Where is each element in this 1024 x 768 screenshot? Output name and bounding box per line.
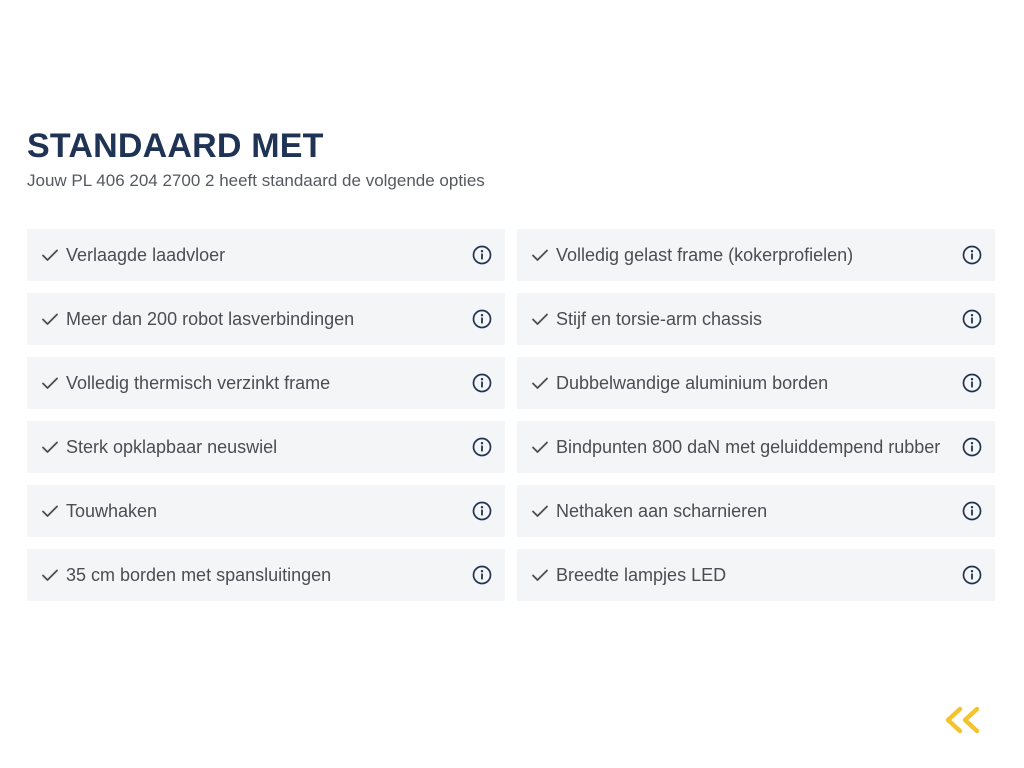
option-item (517, 229, 995, 281)
check-icon (41, 246, 59, 264)
check-icon (531, 502, 549, 520)
option-label: Verlaagde laadvloer (66, 244, 226, 265)
info-icon[interactable] (961, 308, 983, 330)
option-item (27, 421, 505, 473)
option-item (27, 357, 505, 409)
option-item (27, 229, 505, 281)
option-label: Stijf en torsie-arm chassis (556, 308, 763, 329)
option-item (27, 549, 505, 601)
check-icon (41, 566, 59, 584)
option-item (27, 485, 505, 537)
section-subtitle: Jouw PL 406 204 2700 2 heeft standaard de volgende opties (27, 171, 485, 190)
info-icon[interactable] (471, 564, 493, 586)
option-item (517, 293, 995, 345)
option-label: Meer dan 200 robot lasverbindingen (66, 308, 355, 329)
double-chevron-left-icon[interactable] (943, 706, 985, 734)
info-icon[interactable] (961, 564, 983, 586)
info-icon[interactable] (961, 436, 983, 458)
option-label: Touwhaken (66, 500, 158, 521)
check-icon (41, 310, 59, 328)
check-icon (531, 310, 549, 328)
option-label: Bindpunten 800 daN met geluiddempend rubber (556, 436, 941, 457)
check-icon (531, 438, 549, 456)
check-icon (41, 374, 59, 392)
info-icon[interactable] (961, 372, 983, 394)
option-item (517, 357, 995, 409)
option-label: Nethaken aan scharnieren (556, 500, 768, 521)
section-title: STANDAARD MET (27, 127, 324, 165)
check-icon (531, 246, 549, 264)
info-icon[interactable] (471, 244, 493, 266)
check-icon (531, 566, 549, 584)
option-label: Breedte lampjes LED (556, 564, 727, 585)
check-icon (41, 438, 59, 456)
option-item (517, 549, 995, 601)
standard-options-section (27, 128, 995, 601)
option-item (517, 421, 995, 473)
option-label: Sterk opklapbaar neuswiel (66, 436, 278, 457)
info-icon[interactable] (471, 436, 493, 458)
check-icon (41, 502, 59, 520)
info-icon[interactable] (471, 500, 493, 522)
options-grid (27, 229, 995, 601)
check-icon (531, 374, 549, 392)
option-label: 35 cm borden met spansluitingen (66, 564, 332, 585)
info-icon[interactable] (961, 244, 983, 266)
info-icon[interactable] (471, 372, 493, 394)
info-icon[interactable] (961, 500, 983, 522)
option-item (517, 485, 995, 537)
info-icon[interactable] (471, 308, 493, 330)
option-label: Volledig thermisch verzinkt frame (66, 372, 331, 393)
option-item (27, 293, 505, 345)
option-label: Dubbelwandige aluminium borden (556, 372, 829, 393)
option-label: Volledig gelast frame (kokerprofielen) (556, 244, 854, 265)
